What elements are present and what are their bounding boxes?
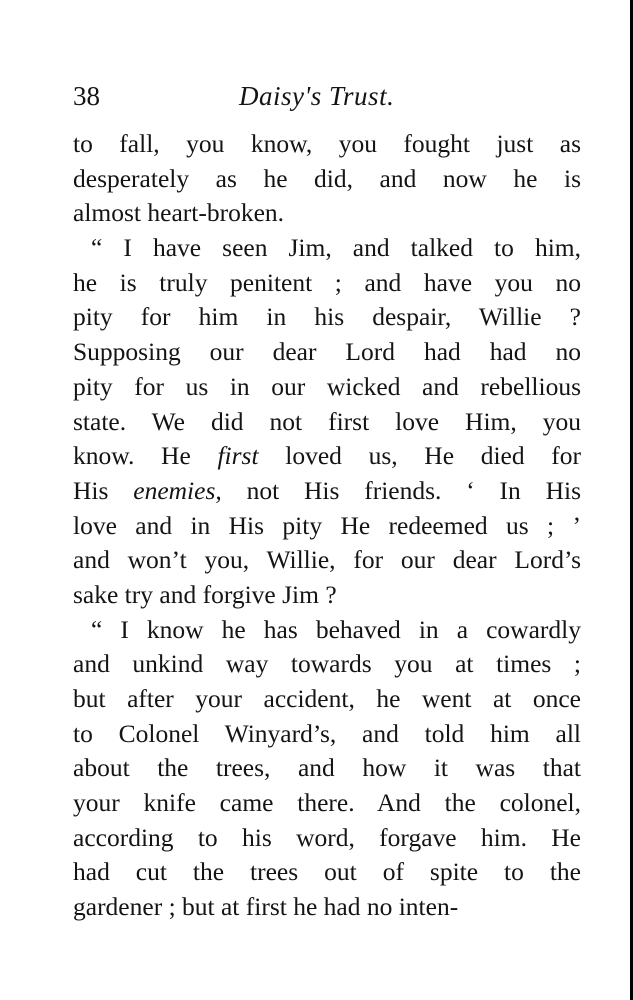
italic-emphasis: enemies, [133, 475, 222, 505]
text-line: almost heart-broken. [73, 198, 285, 228]
text-line: “ I have seen Jim, and talked to him, [91, 233, 581, 263]
body-text [73, 127, 581, 925]
text-run: know. He [73, 441, 218, 471]
text-run: loved us, He died for [258, 441, 581, 471]
page-number: 38 [73, 81, 100, 111]
text-line: to fall, you know, you fought just as [73, 129, 581, 158]
text-line: and unkind way towards you at times ; [73, 649, 581, 679]
text-line: state. We did not first love Him, you [73, 406, 581, 436]
text-line: pity for us in our wicked and rebellious [73, 371, 581, 401]
text-line: Supposing our dear Lord had had no [73, 337, 581, 367]
text-line: desperately as he did, and now he is [73, 163, 581, 193]
text-run: not His friends. ‘ In His [221, 475, 581, 505]
text-line: had cut the trees out of spite to the [73, 857, 581, 887]
text-line: about the trees, and how it was that [73, 753, 581, 783]
text-line [73, 474, 581, 509]
text-line: according to his word, forgave him. He [73, 822, 581, 852]
text-line: your knife came there. And the colonel, [73, 788, 581, 818]
text-line [73, 439, 581, 474]
text-line: to Colonel Winyard’s, and told him all [73, 718, 581, 748]
text-run: His [73, 475, 134, 505]
running-title: Daisy's Trust. [239, 81, 395, 111]
text-line: he is truly penitent ; and have you no [73, 267, 581, 297]
text-line: sake try and forgive Jim ? [73, 579, 337, 609]
italic-emphasis: first [217, 441, 259, 471]
text-line: love and in His pity He redeemed us ; ’ [73, 510, 581, 540]
text-line: gardener ; but at first he had no inten- [73, 892, 459, 922]
text-line: “ I know he has behaved in a cowardly [91, 614, 581, 644]
text-line: but after your accident, he went at once [73, 684, 581, 713]
page-header [73, 76, 593, 116]
text-line: pity for him in his despair, Willie ? [73, 302, 581, 332]
text-line: and won’t you, Willie, for our dear Lord’s [73, 545, 581, 575]
